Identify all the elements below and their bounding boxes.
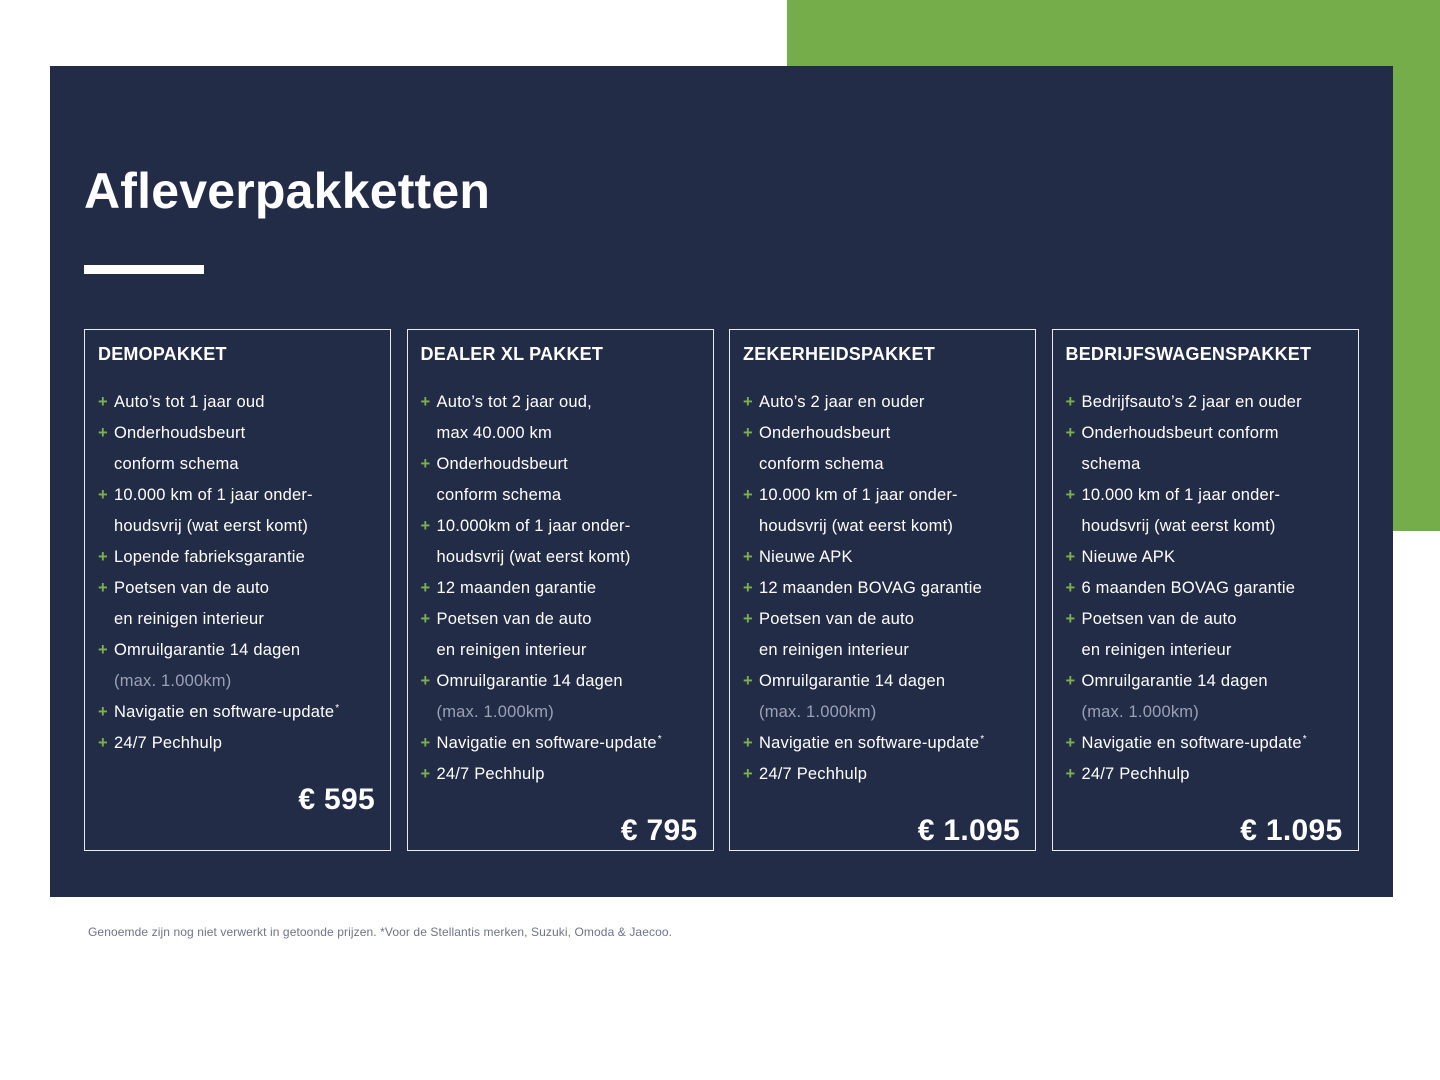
package-item-line [743,480,1022,511]
plus-icon: + [98,548,108,566]
package-item-text: (max. 1.000km) [759,703,877,721]
plus-icon: + [420,610,431,628]
package-item-line [743,511,1022,542]
package-item-line [98,449,377,480]
package-item-line [1066,449,1345,480]
plus-icon: + [98,641,108,659]
package-item-text: houdsvrij (wat eerst komt) [436,548,631,566]
plus-icon: + [743,393,753,411]
plus-icon: + [98,486,108,504]
package-item-line: + Navigatie en software-update * [743,728,1022,759]
package-card-2 [407,329,714,851]
package-item-line [421,604,700,635]
package-card-heading: ZEKERHEIDSPAKKET [743,344,935,364]
package-cards-row [84,329,1359,851]
package-item-line [421,449,700,480]
plus-icon: + [1065,548,1076,566]
package-item-line [743,573,1022,604]
package-item-line [421,697,700,728]
package-item-text: conform schema [114,455,239,473]
package-item-text: Auto’s tot 1 jaar oud [114,393,265,411]
package-item-line [743,418,1022,449]
package-item-text: en reinigen interieur [1081,641,1232,659]
package-item-line [1066,666,1345,697]
package-item-line [98,728,377,759]
package-item-line [743,542,1022,573]
package-item-line [98,511,377,542]
plus-icon: + [1065,610,1076,628]
package-item-line [421,635,700,666]
plus-icon: + [743,610,753,628]
package-item-text: Navigatie en software-update [114,703,335,721]
package-item-line: + Navigatie en software-update * [98,697,377,728]
package-item-text: 12 maanden BOVAG garantie [759,579,982,597]
plus-icon: + [743,579,753,597]
package-item-text: 12 maanden garantie [436,579,597,597]
package-item-text: max 40.000 km [436,424,552,442]
package-item-text: Omruilgarantie 14 dagen [436,672,623,690]
package-item-text: Poetsen van de auto [1081,610,1237,628]
package-price: € 595 [298,783,375,816]
package-item-list [1066,387,1345,790]
package-item-line [421,666,700,697]
package-item-text: Poetsen van de auto [436,610,592,628]
package-item-text: 24/7 Pechhulp [436,765,545,783]
package-item-text: Lopende fabrieksgarantie [114,548,306,566]
plus-icon: + [1065,486,1076,504]
package-item-text: Nieuwe APK [1081,548,1176,566]
package-item-text: Onderhoudsbeurt [759,424,891,442]
package-item-list [743,387,1022,790]
package-price: € 795 [620,814,698,847]
plus-icon: + [420,393,431,411]
package-item-text: houdsvrij (wat eerst komt) [114,517,309,535]
package-item-line [1066,697,1345,728]
package-item-line [98,573,377,604]
package-item-text: Navigatie en software-update [436,734,657,752]
package-item-text: Navigatie en software-update [1081,734,1302,752]
package-item-list [98,387,377,759]
plus-icon: + [743,486,753,504]
package-item-line [98,418,377,449]
plus-icon: + [420,455,431,473]
package-item-text: Poetsen van de auto [114,579,270,597]
package-item-text: en reinigen interieur [759,641,910,659]
package-item-text: Onderhoudsbeurt [436,455,568,473]
package-item-text: Bedrijfsauto’s 2 jaar en ouder [1081,393,1302,411]
package-item-text: 24/7 Pechhulp [1081,765,1190,783]
package-item-text: (max. 1.000km) [436,703,554,721]
package-item-line [743,635,1022,666]
package-card-heading: BEDRIJFSWAGENSPAKKET [1065,344,1312,364]
plus-icon: + [1065,734,1076,752]
plus-icon: + [420,579,431,597]
package-item-text: Omruilgarantie 14 dagen [114,641,301,659]
plus-icon: + [98,734,108,752]
package-item-text: Navigatie en software-update [759,734,980,752]
package-item-text: Onderhoudsbeurt [114,424,246,442]
package-item-line [1066,759,1345,790]
package-card-3 [729,329,1036,851]
package-item-line [421,418,700,449]
package-item-line [743,449,1022,480]
plus-icon: + [1065,579,1076,597]
package-item-text: 10.000km of 1 jaar onder- [436,517,631,535]
package-item-line [743,666,1022,697]
plus-icon: + [98,579,108,597]
package-item-line [421,573,700,604]
title-underline [84,265,204,274]
package-item-text: en reinigen interieur [436,641,587,659]
package-card-1 [84,329,391,851]
package-item-text: conform schema [759,455,884,473]
plus-icon: + [98,393,108,411]
package-item-line [421,542,700,573]
package-item-text: (max. 1.000km) [114,672,232,690]
plus-icon: + [420,734,431,752]
package-item-line [421,511,700,542]
package-item-line [743,759,1022,790]
package-item-text: Auto’s tot 2 jaar oud, [436,393,592,411]
plus-icon: + [1065,765,1076,783]
package-card-heading: DEMOPAKKET [98,344,227,364]
package-item-text: 10.000 km of 1 jaar onder- [114,486,313,504]
package-item-line [743,604,1022,635]
plus-icon: + [98,424,108,442]
package-item-line [1066,573,1345,604]
package-item-line [1066,387,1345,418]
package-item-line [98,387,377,418]
package-item-line [1066,418,1345,449]
plus-icon: + [743,765,753,783]
package-item-line [1066,511,1345,542]
package-item-text: Auto’s 2 jaar en ouder [759,393,925,411]
package-item-line [743,697,1022,728]
package-item-line [421,387,700,418]
plus-icon: + [743,548,753,566]
plus-icon: + [420,765,431,783]
package-item-line [743,387,1022,418]
package-item-list [421,387,700,790]
package-price: € 1.095 [1240,814,1343,847]
plus-icon: + [98,703,108,721]
package-item-line [421,759,700,790]
package-item-text: 10.000 km of 1 jaar onder- [759,486,958,504]
plus-icon: + [420,672,431,690]
package-item-line [98,604,377,635]
package-item-text: conform schema [436,486,562,504]
package-item-text: 24/7 Pechhulp [759,765,868,783]
package-item-line [1066,635,1345,666]
package-item-text: en reinigen interieur [114,610,265,628]
package-item-text: 6 maanden BOVAG garantie [1081,579,1296,597]
package-item-text: schema [1081,455,1141,473]
packages-panel [50,66,1393,897]
plus-icon: + [743,672,753,690]
plus-icon: + [1065,672,1076,690]
package-item-text: houdsvrij (wat eerst komt) [1081,517,1276,535]
package-item-line: + Navigatie en software-update * [1066,728,1345,759]
package-item-line [1066,480,1345,511]
package-item-text: Omruilgarantie 14 dagen [1081,672,1268,690]
package-item-text: (max. 1.000km) [1081,703,1199,721]
package-item-text: Omruilgarantie 14 dagen [759,672,946,690]
package-item-line [98,480,377,511]
package-item-line [98,666,377,697]
package-item-text: 24/7 Pechhulp [114,734,223,752]
package-card-heading: DEALER XL PAKKET [420,344,604,364]
package-card-4 [1052,329,1359,851]
plus-icon: + [743,424,753,442]
package-item-line [1066,604,1345,635]
package-item-text: Onderhoudsbeurt conform [1081,424,1279,442]
plus-icon: + [743,734,753,752]
package-item-text: Nieuwe APK [759,548,853,566]
footnote: Genoemde zijn nog niet verwerkt in getoonde prijzen. *Voor de Stellantis merken, Suzuki, Omoda & Jaecoo. [88,925,673,939]
package-item-line [98,635,377,666]
package-price: € 1.095 [917,814,1020,847]
plus-icon: + [420,517,431,535]
page-title: Afleverpakketten [84,163,491,219]
plus-icon: + [1065,424,1076,442]
package-item-text: Poetsen van de auto [759,610,915,628]
package-item-line [98,542,377,573]
package-item-text: houdsvrij (wat eerst komt) [759,517,954,535]
package-item-text: 10.000 km of 1 jaar onder- [1081,486,1281,504]
package-item-line [1066,542,1345,573]
package-item-line: + Navigatie en software-update * [421,728,700,759]
plus-icon: + [1065,393,1076,411]
package-item-line [421,480,700,511]
